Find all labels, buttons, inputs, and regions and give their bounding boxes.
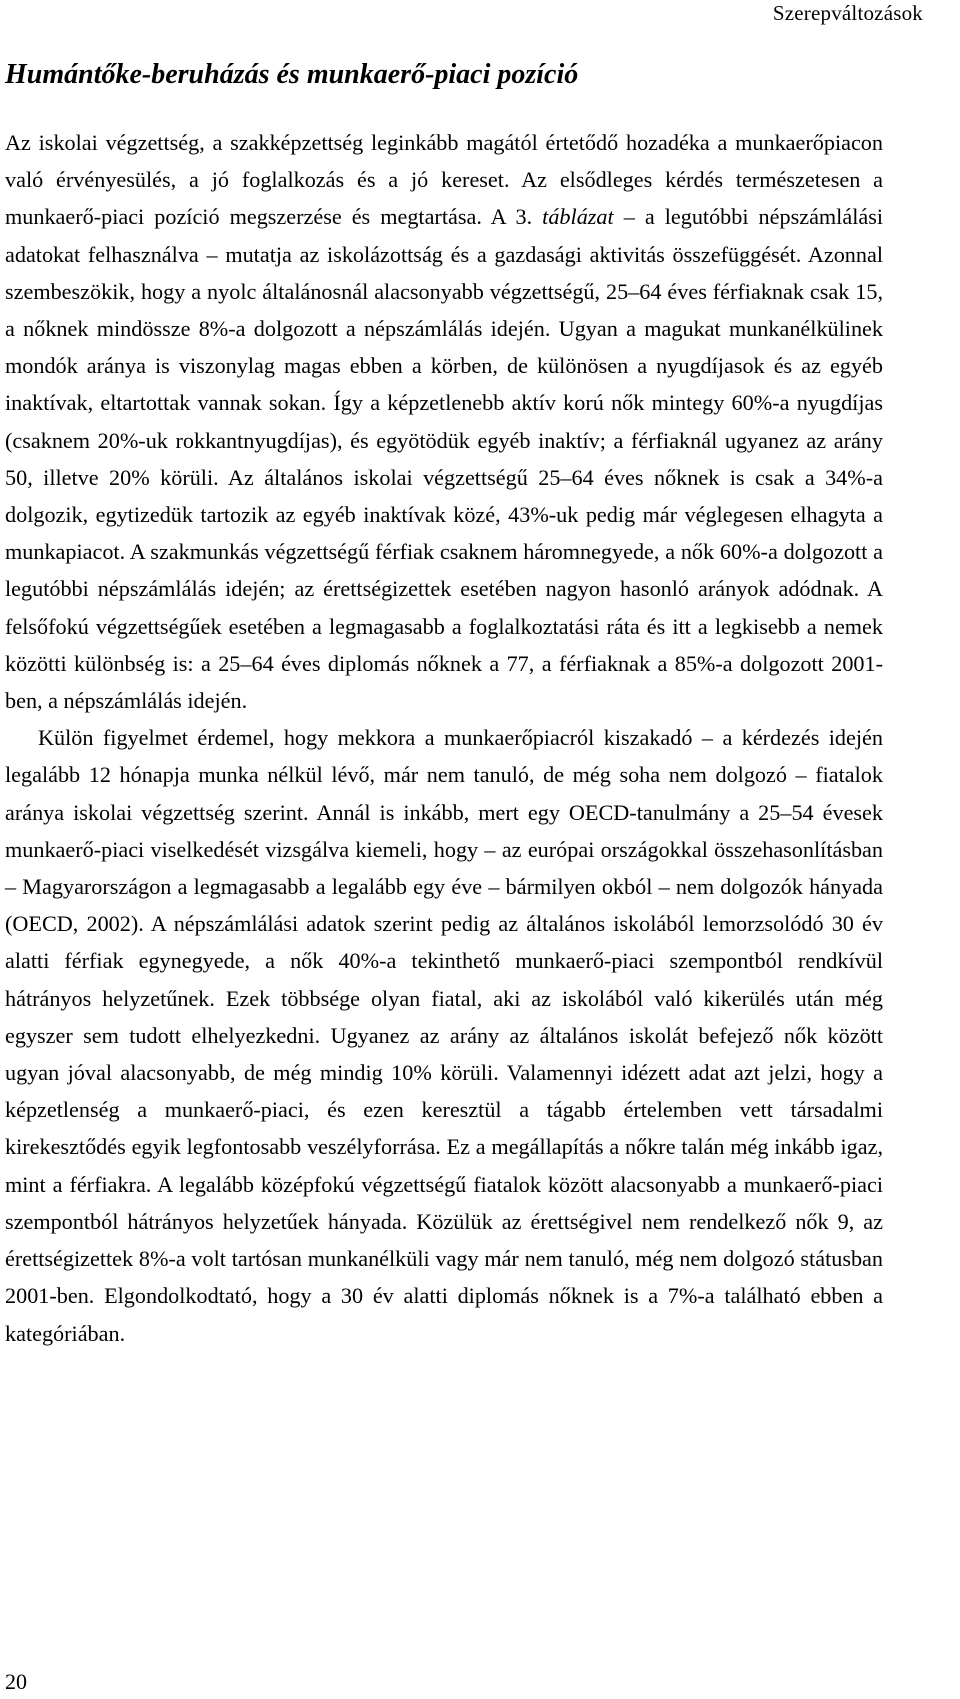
section-title: Humántőke-beruházás és munkaerő-piaci pozíció (5, 59, 579, 90)
running-head: Szerepváltozások (772, 1, 923, 25)
table-reference: táblázat (542, 204, 614, 230)
paragraph-1-text-end: – a legutóbbi népszámlálási adatokat felhasználva – mutatja az iskolázottság és a gazdasági aktivitás összefüggését. Azonnal szembeszökik, hogy a nyolc általánosnál alacsonyabb végzettségű, 25–64 éves férfiaknak csak 15, a nőknek mindössze 8%-a dolgozott a népszámlálás idején. Ugyan a magukat munkanélkülinek mondók aránya is viszonylag magas ebben a körben, de különösen a nyugdíjasok és az egyéb inaktívak, eltartottak vannak sokan. Így a képzetlenebb aktív korú nők mintegy 60%-a nyugdíjas (csaknem 20%-uk rokkantnyugdíjas), és egyötödük egyéb inaktív; a férfiaknál ugyanez az arány 50, illetve 20% körüli. Az általános iskolai végzettségű 25–64 éves nőknek is csak a 34%-a dolgozik, egytizedük tartozik az egyéb inaktívak közé, 43%-uk pedig már véglegesen elhagyta a munkapiacot. A szakmunkás végzettségű férfiak csaknem háromnegyede, a nők 60%-a dolgozott a legutóbbi népszámlálás idején; az érettségizettek esetében nagyon hasonló arányok adódnak. A felsőfokú végzettségűek esetében a legmagasabb a foglalkoztatási ráta és itt a legkisebb a nemek közötti különbség is: a 25–64 éves diplomás nőknek a 77, a férfiaknak a 85%-a dolgozott 2001-ben, a népszámlálás idején. (5, 204, 883, 714)
paragraph-2: Külön figyelmet érdemel, hogy mekkora a munkaerőpiacról kiszakadó – a kérdezés idején legalább 12 hónapja munka nélkül lévő, már nem tanuló, de még soha nem dolgozó – fiatalok aránya iskolai végzettség szerint. Annál is inkább, mert egy OECD-tanulmány a 25–54 évesek munkaerő-piaci viselkedését vizsgálva kiemeli, hogy – az európai országokkal összehasonlításban – Magyarországon a legmagasabb a legalább egy éve – bármilyen okból – nem dolgozók hányada (OECD, 2002). A népszámlálási adatok szerint pedig az általános iskolából lemorzsolódó 30 év alatti férfiak egynegyede, a nők 40%-a tekinthető munkaerő-piaci szempontból rendkívül hátrányos helyzetűnek. Ezek többsége olyan fiatal, aki az iskolából való kikerülés után még egyszer sem tudott elhelyezkedni. Ugyanez az arány az általános iskolát befejező nők között ugyan jóval alacsonyabb, de még mindig 10% körüli. Valamennyi idézett adat azt jelzi, hogy a képzetlenség a munkaerő-piaci, és ezen keresztül a tágabb értelemben vett társadalmi kirekesztődés egyik legfontosabb veszélyforrása. Ez a megállapítás a nőkre talán még inkább igaz, mint a férfiakra. A legalább középfokú végzettségű fiatalok között alacsonyabb a munkaerő-piaci szempontból hátrányos helyzetűek hányada. Közülük az érettségivel nem rendelkező nők 9, az érettségizettek 8%-a volt tartósan munkanélküli vagy már nem tanuló, még nem dolgozó státusban 2001-ben. Elgondolkodtató, hogy a 30 év alatti diplomás nőknek is a 7%-a található ebben a kategóriában. (5, 725, 883, 1346)
page-number: 20 (5, 1669, 27, 1694)
paragraph-1 (5, 124, 883, 719)
paragraph-1-text-start: Az iskolai végzettség, a szakképzettség leginkább magától értetődő hozadéka a munkaerőpiacon való érvényesülés, a jó foglalkozás és a jó kereset. Az elsődleges kérdés természetesen a munkaerő-piaci pozíció megszerzése és megtartása. A 3. (5, 130, 883, 230)
body-text (5, 124, 883, 1352)
